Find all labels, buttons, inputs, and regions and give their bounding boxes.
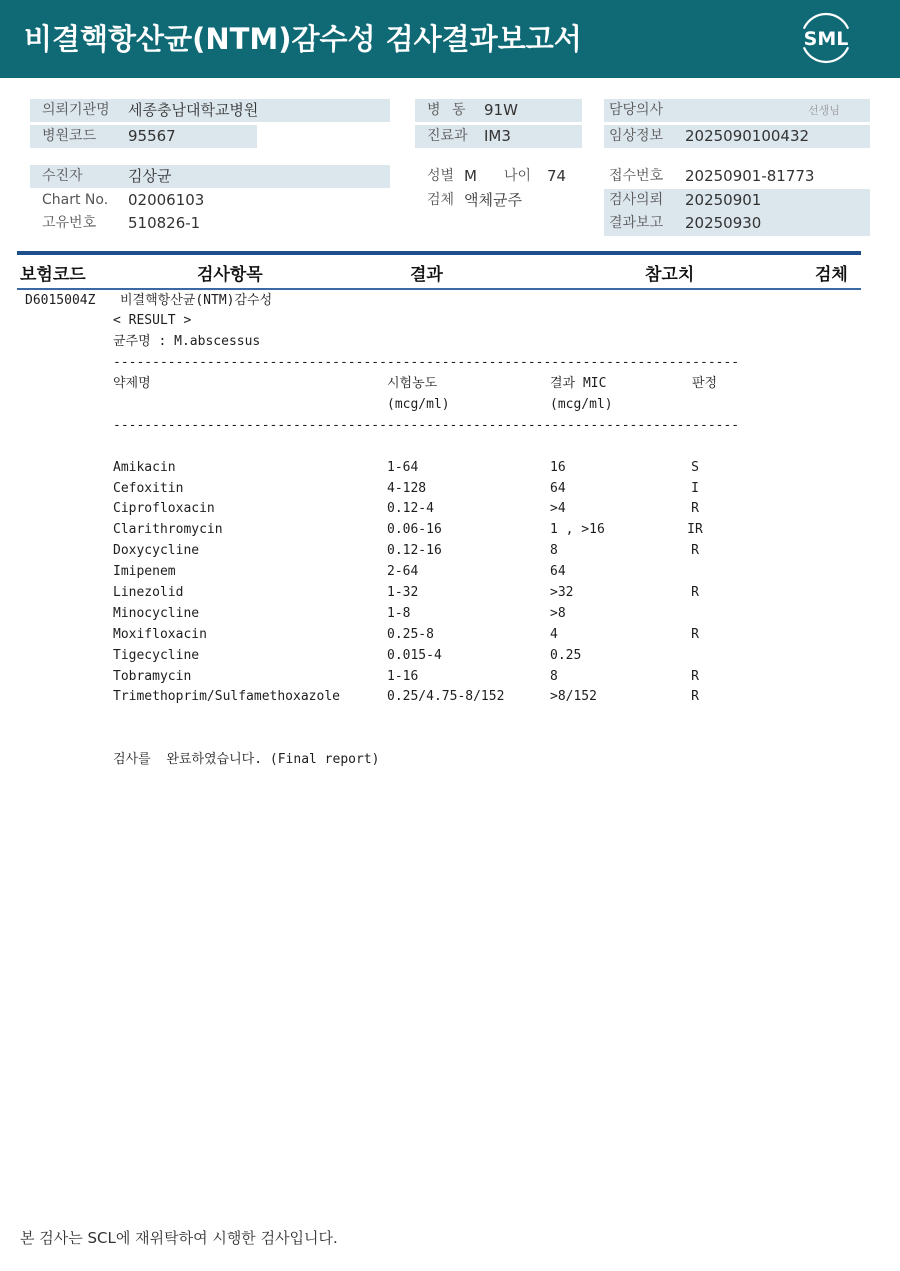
ward-label: 병 동: [427, 102, 466, 118]
drug-name: Cefoxitin: [113, 480, 184, 496]
receipt-no-label: 접수번호: [609, 168, 664, 184]
report-header: [0, 0, 900, 78]
drug-mic: 0.25: [550, 647, 582, 663]
drug-interpretation: R: [691, 668, 699, 684]
header-test-item: 검사항목: [197, 265, 263, 285]
drug-concentration: 0.12-4: [387, 501, 434, 517]
separator-row: [0, 353, 900, 374]
sex-label: 성별: [427, 168, 455, 184]
drug-name: Tobramycin: [113, 668, 192, 684]
result-marker-row: [0, 311, 900, 332]
drug-name: Ciprofloxacin: [113, 501, 215, 517]
col-interpretation: 판정: [692, 376, 718, 392]
result-section: [0, 291, 900, 772]
drug-interpretation: S: [691, 459, 699, 475]
drug-concentration: 1-64: [387, 459, 419, 475]
age-label: 나이: [504, 168, 532, 184]
request-date-value: 20250901: [685, 191, 762, 209]
drug-row: [0, 520, 900, 541]
ward-field: [415, 99, 582, 122]
ward-value: 91W: [484, 101, 518, 119]
drug-row: [0, 541, 900, 562]
header-specimen: 검체: [815, 265, 848, 285]
receipt-no-value: 20250901-81773: [685, 167, 815, 185]
drug-mic: >8/152: [550, 689, 597, 705]
drug-row: [0, 604, 900, 625]
dashed-separator: --------------------------------------------------------------------------------: [113, 417, 740, 433]
receipt-no-field: [604, 165, 870, 188]
hospital-code-value: 95567: [128, 127, 176, 145]
patient-name-value: 김상균: [128, 167, 172, 185]
susceptibility-table: [0, 458, 900, 709]
report-date-label: 결과보고: [609, 215, 664, 231]
specimen-label: 검체: [427, 192, 455, 208]
drug-row: [0, 667, 900, 688]
department-label: 진료과: [427, 128, 468, 144]
drug-interpretation: I: [691, 480, 699, 496]
drug-mic: 16: [550, 459, 566, 475]
age-value: 74: [547, 167, 567, 185]
drug-interpretation: R: [691, 584, 699, 600]
col-concentration: 시험농도: [387, 376, 438, 392]
department-field: [415, 125, 582, 148]
doctor-field: [604, 99, 870, 122]
drug-concentration: 0.015-4: [387, 647, 442, 663]
drug-interpretation: IR: [687, 522, 703, 538]
final-note-row: [0, 750, 900, 771]
column-header-row: [0, 374, 900, 395]
report-title: 비결핵항산균(NTM)감수성 검사결과보고서: [24, 22, 582, 56]
drug-concentration: 1-32: [387, 584, 419, 600]
drug-name: Tigecycline: [113, 647, 200, 663]
drug-row: [0, 625, 900, 646]
drug-mic: >32: [550, 584, 574, 600]
drug-mic: 8: [550, 668, 558, 684]
drug-mic: 1 , >16: [550, 522, 605, 538]
test-name: 비결핵항산균(NTM)감수성: [120, 292, 273, 308]
drug-row: [0, 479, 900, 500]
unique-no-label: 고유번호: [42, 215, 97, 231]
hospital-code-field: [30, 125, 257, 148]
logo-ring-top: [804, 14, 848, 28]
request-date-label: 검사의뢰: [609, 192, 664, 208]
dates-field: [604, 189, 870, 236]
drug-interpretation: [680, 604, 710, 625]
unique-no-field: [30, 212, 390, 235]
drug-name: Imipenem: [113, 564, 176, 580]
drug-name: Clarithromycin: [113, 522, 223, 538]
sex-age-field: [415, 165, 582, 188]
units-row: [0, 395, 900, 416]
drug-interpretation: R: [691, 689, 699, 705]
insurance-code: D6015004Z: [25, 292, 96, 308]
specimen-field: [415, 189, 582, 212]
clinical-info-label: 임상정보: [609, 128, 664, 144]
separator-row: [0, 416, 900, 437]
test-row: [0, 291, 900, 312]
drug-row: [0, 583, 900, 604]
chart-no-label: Chart No.: [42, 192, 109, 208]
drug-concentration: 0.12-16: [387, 543, 442, 559]
col-drug: 약제명: [113, 376, 151, 392]
drug-mic: 64: [550, 480, 566, 496]
drug-name: Linezolid: [113, 584, 184, 600]
drug-row: [0, 458, 900, 479]
drug-interpretation: [680, 562, 710, 583]
drug-interpretation: R: [691, 543, 699, 559]
dashed-separator: --------------------------------------------------------------------------------: [113, 355, 740, 371]
footer-note: 본 검사는 SCL에 재위탁하여 시행한 검사입니다.: [20, 1229, 338, 1247]
drug-concentration: 4-128: [387, 480, 427, 496]
organism-row: [0, 332, 900, 353]
drug-name: Doxycycline: [113, 543, 200, 559]
report-date-value: 20250930: [685, 214, 762, 232]
drug-row: [0, 562, 900, 583]
header-result: 결과: [410, 265, 443, 285]
doctor-suffix: 선생님: [808, 104, 840, 117]
header-reference: 참고치: [645, 265, 695, 285]
institution-value: 세종충남대학교병원: [128, 101, 259, 119]
institution-label: 의뢰기관명: [42, 102, 110, 118]
specimen-value: 액체균주: [464, 191, 522, 209]
drug-name: Moxifloxacin: [113, 626, 207, 642]
drug-interpretation: R: [691, 501, 699, 517]
drug-concentration: 2-64: [387, 564, 419, 580]
drug-interpretation: R: [691, 626, 699, 642]
drug-concentration: 0.25/4.75-8/152: [387, 689, 505, 705]
result-marker: < RESULT >: [113, 313, 192, 329]
drug-name: Trimethoprim/Sulfamethoxazole: [113, 689, 340, 705]
header-insurance-code: 보험코드: [20, 265, 86, 285]
chart-no-field: [30, 189, 390, 212]
drug-mic: >8: [550, 605, 566, 621]
doctor-label: 담당의사: [609, 102, 664, 118]
drug-mic: 64: [550, 564, 566, 580]
clinical-info-field: [604, 125, 870, 148]
clinical-info-value: 2025090100432: [685, 127, 810, 145]
hospital-code-label: 병원코드: [42, 128, 97, 144]
drug-row: [0, 499, 900, 520]
drug-name: Minocycline: [113, 605, 200, 621]
department-value: IM3: [484, 127, 511, 145]
drug-concentration: 1-8: [387, 605, 411, 621]
drug-name: Amikacin: [113, 459, 176, 475]
final-note: 검사를 완료하였습니다. (Final report): [113, 752, 380, 768]
unique-no-value: 510826-1: [128, 214, 201, 232]
institution-field: [30, 99, 390, 122]
patient-name-label: 수진자: [42, 168, 83, 184]
drug-concentration: 0.25-8: [387, 626, 434, 642]
drug-mic: 4: [550, 626, 558, 642]
sml-logo: [798, 10, 854, 66]
logo-ring-bottom: [804, 48, 848, 62]
drug-concentration: 0.06-16: [387, 522, 442, 538]
chart-no-value: 02006103: [128, 191, 205, 209]
drug-row: [0, 646, 900, 667]
sex-value: M: [464, 167, 477, 185]
unit-concentration: (mcg/ml): [387, 396, 450, 412]
drug-mic: >4: [550, 501, 566, 517]
logo-text: SML: [803, 28, 849, 50]
drug-row: [0, 687, 900, 708]
patient-name-field: [30, 165, 390, 188]
drug-mic: 8: [550, 543, 558, 559]
drug-interpretation: [680, 646, 710, 667]
unit-mic: (mcg/ml): [550, 396, 613, 412]
drug-concentration: 1-16: [387, 668, 419, 684]
section-divider: [17, 251, 861, 255]
col-mic: 결과 MIC: [550, 376, 607, 392]
organism-line: 균주명 : M.abscessus: [113, 334, 261, 350]
